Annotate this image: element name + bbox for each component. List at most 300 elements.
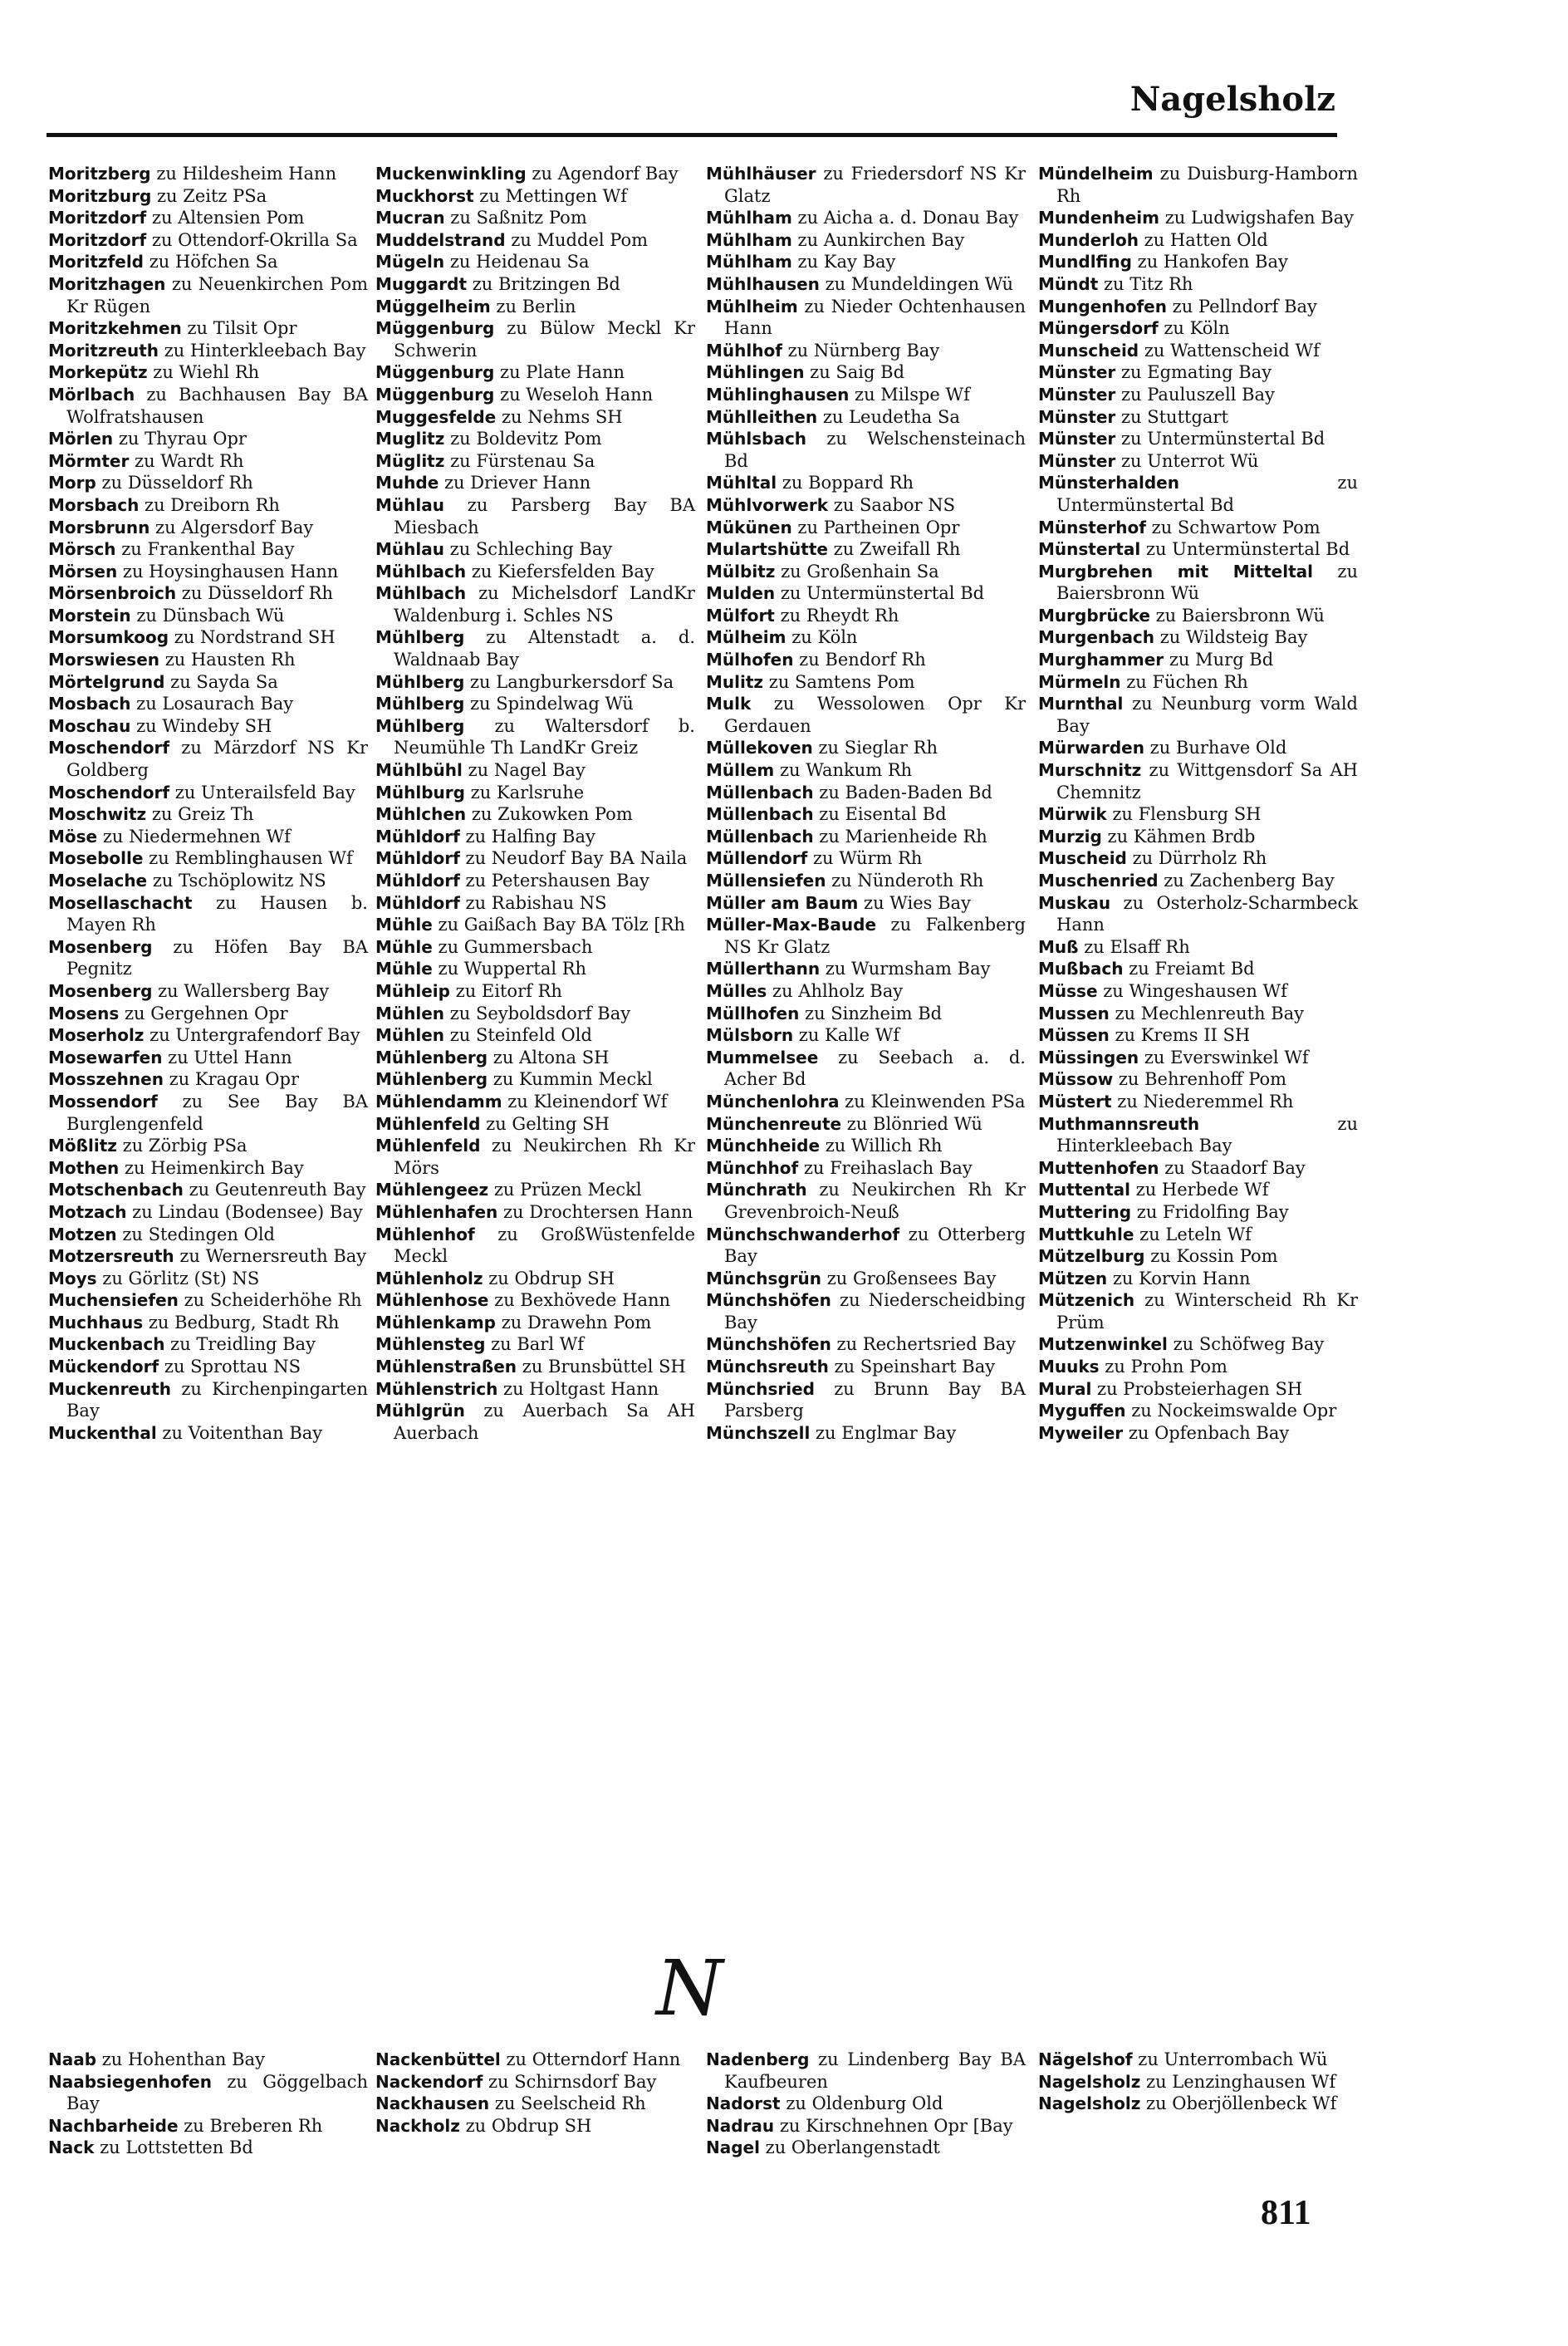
entry-location: zu Wessolowen Opr Kr Gerdauen [724,694,1026,736]
entry-headword: Morsbrunn [48,517,150,537]
index-entry [375,1356,695,1378]
entry-location: zu Neukirchen Rh Kr Grevenbroich-Neuß [724,1180,1026,1222]
entry-location: zu Petershausen Bay [465,871,649,891]
entry-headword: Münster [1038,429,1116,449]
index-entry [48,1201,368,1224]
entry-location: zu Lenzinghausen Wf [1146,2071,1336,2092]
entry-location: zu Bedburg, Stadt Rh [148,1312,340,1333]
entry-headword: Muglitz [375,429,445,449]
entry-location: zu Herbede Wf [1135,1180,1269,1200]
entry-headword: Mühlen [375,1003,445,1023]
index-entry [375,626,695,670]
entry-location: zu Duisburg-Hamborn Rh [1056,164,1358,206]
entry-location: zu Neunburg vorm Wald Bay [1056,694,1358,736]
entry-headword: Moschendorf [48,738,170,758]
index-entry [375,361,695,384]
entry-headword: Moritzdorf [48,229,147,250]
index-entry [1038,1201,1358,1224]
entry-location: zu Hinterkleebach Bay [1056,1113,1358,1156]
entry-location: zu Krems II SH [1115,1025,1251,1046]
index-entry [48,1135,368,1157]
entry-location: zu Schwartow Pom [1151,517,1321,537]
index-entry [706,2049,1026,2093]
entry-location: zu Burhave Old [1149,738,1287,758]
entry-headword: Mulitz [706,671,764,692]
entry-headword: Mühlham [706,208,792,228]
entry-headword: Moritzreuth [48,340,159,361]
index-entry [375,1400,695,1444]
entry-location: zu Korvin Hann [1112,1268,1251,1288]
entry-location: zu Zeitz PSa [156,185,267,206]
entry-headword: Mühlbach [375,583,467,604]
entry-location: zu Hildesheim Hann [156,164,337,184]
entry-location: zu Sayda Sa [170,671,278,692]
page-number: 811 [1261,2194,1311,2232]
entry-headword: Nadenberg [706,2049,810,2069]
entry-headword: Muckenwinkling [375,164,527,184]
index-entry [706,826,1026,848]
entry-location: zu Milspe Wf [855,384,970,405]
index-entry [48,340,368,362]
index-entry [1038,1245,1358,1268]
entry-headword: Moritzdorf [48,208,147,228]
entry-location: zu Eisental Bd [819,804,947,825]
entry-headword: Münster [1038,384,1116,405]
entry-location: zu Tschöplowitz NS [152,871,326,891]
entry-location: zu Untergrafendorf Bay [149,1025,360,1046]
index-entry [48,251,368,273]
entry-headword: Mühlensteg [375,1334,486,1355]
index-entry [706,782,1026,804]
index-entry [1038,671,1358,694]
entry-headword: Mühlham [706,229,792,250]
entry-headword: Mörtelgrund [48,671,165,692]
entry-location: zu Scheiderhöhe Rh [184,1290,362,1311]
index-entry [1038,296,1358,318]
entry-headword: Muthmannsreuth [1038,1113,1200,1134]
entry-location: zu Kalle Wf [798,1025,900,1046]
entry-location: zu Agendorf Bay [532,164,679,184]
entry-headword: Morstein [48,605,131,626]
entry-location: zu Lindau (Bodensee) Bay [132,1201,363,1222]
index-entry [375,759,695,782]
entry-location: zu Britzingen Bd [472,273,620,294]
index-entry [706,517,1026,539]
column-2 [375,163,695,1444]
index-entry [1038,1378,1358,1401]
index-entry [1038,693,1358,737]
entry-headword: Muttering [1038,1201,1132,1222]
entry-location: zu Boldevitz Pom [450,429,602,449]
entry-location: zu Baiersbronn Wü [1155,605,1325,626]
entry-headword: Mühldorf [375,871,460,891]
entry-headword: Morsbach [48,494,140,515]
entry-headword: Muttkuhle [1038,1224,1134,1244]
index-entry [1038,317,1358,340]
entry-headword: Muuks [1038,1357,1100,1377]
entry-headword: Muggardt [375,273,468,294]
entry-headword: Mural [1038,1378,1092,1399]
index-entry [375,450,695,473]
index-entry [1038,1356,1358,1378]
entry-headword: Mößlitz [48,1136,117,1156]
entry-location: zu Altensien Pom [151,208,305,228]
entry-location: zu Freiamt Bd [1129,959,1255,979]
entry-headword: Münchschwanderhof [706,1224,900,1244]
entry-location: zu GroßWüstenfelde Meckl [394,1224,695,1267]
entry-headword: Mosszehnen [48,1069,164,1090]
entry-location: zu Märzdorf NS Kr Goldberg [66,738,368,781]
index-entry [706,649,1026,671]
entry-headword: Nackhausen [375,2093,490,2114]
entry-location: zu Auerbach Sa AH Auerbach [394,1401,695,1443]
index-entry [706,1113,1026,1136]
index-entry [375,1268,695,1290]
entry-headword: Münchenreute [706,1113,842,1134]
index-entry [1038,538,1358,561]
entry-headword: Mossendorf [48,1091,158,1112]
entry-headword: Mühlheim [706,296,798,317]
entry-location: zu Kragau Opr [169,1069,299,1090]
index-entry [375,207,695,229]
entry-location: zu Bachhausen Bay BA Wolfratshausen [66,384,368,427]
entry-location: zu Seebach a. d. Acher Bd [724,1047,1026,1090]
entry-location: zu Unterailsfeld Bay [174,782,355,802]
entry-headword: Münchsgrün [706,1268,822,1288]
entry-location: zu Breberen Rh [184,2115,323,2136]
entry-location: zu Friedersdorf NS Kr Glatz [724,164,1026,206]
entry-location: zu Pauluszell Bay [1120,384,1275,405]
column-3 [706,163,1026,1444]
entry-location: zu Wies Bay [864,892,971,913]
index-entry [48,273,368,317]
entry-location: zu Mettingen Wf [479,185,628,206]
index-entry [48,1289,368,1312]
entry-headword: Mummelsee [706,1047,819,1067]
index-entry [1038,759,1358,803]
entry-location: zu Otterberg Bay [724,1224,1026,1267]
index-entry [706,1047,1026,1091]
index-entry [706,605,1026,627]
entry-headword: Morp [48,473,96,493]
entry-location: zu Neuenkirchen Pom Kr Rügen [66,273,368,317]
entry-headword: Myguffen [1038,1401,1126,1421]
index-entry [48,671,368,694]
entry-location: zu Untermünstertal Bd [1120,429,1325,449]
entry-location: zu Muddel Pom [511,229,649,250]
index-entry [706,1378,1026,1422]
index-entry [1038,207,1358,229]
entry-location: zu Voitenthan Bay [162,1422,323,1443]
entry-headword: Nackenbüttel [375,2049,501,2069]
entry-location: zu Zörbig PSa [122,1136,247,1156]
entry-location: zu Seyboldsdorf Bay [449,1003,631,1023]
index-entry [375,870,695,892]
entry-headword: Mungenhofen [1038,296,1167,317]
index-entry [1038,737,1358,759]
entry-location: zu Algersdorf Bay [155,517,314,537]
index-entry [1038,406,1358,429]
entry-location: zu Großensees Bay [826,1268,997,1288]
entry-headword: Muckenreuth [48,1378,172,1399]
index-entry [375,1201,695,1224]
entry-headword: Münchszell [706,1422,811,1443]
entry-headword: Müsse [1038,980,1098,1001]
index-entry [48,980,368,1003]
entry-location: zu Flensburg SH [1112,804,1262,825]
index-entry [1038,1047,1358,1069]
entry-headword: Müggenburg [375,384,495,405]
entry-headword: Muttenhofen [1038,1157,1159,1178]
index-entry [706,207,1026,229]
index-entry [375,914,695,936]
entry-headword: Müllhofen [706,1003,800,1023]
index-entry [48,1268,368,1290]
entry-headword: Müssow [1038,1069,1114,1090]
entry-headword: Mühlenhose [375,1290,489,1311]
entry-location: zu Würm Rh [812,848,923,869]
entry-headword: Mörsch [48,539,116,560]
index-entry [706,870,1026,892]
entry-headword: Müllerthann [706,959,821,979]
entry-location: zu Untermünstertal Bd [1145,539,1350,560]
entry-location: zu Bexhövede Hann [494,1290,671,1311]
entry-headword: Nagel [706,2137,760,2158]
entry-location: zu Heimenkirch Bay [124,1157,304,1178]
index-entry [48,1422,368,1445]
entry-location: zu Görlitz (St) NS [102,1268,260,1288]
entry-location: zu Köln [1164,318,1230,339]
index-entry [375,782,695,804]
index-entry [1038,1333,1358,1356]
entry-location: zu Stuttgart [1120,406,1228,427]
entry-location: zu Nockeimswalde Opr [1131,1401,1337,1421]
entry-headword: Münchshöfen [706,1290,831,1311]
entry-location: zu Hausten Rh [164,650,296,670]
entry-location: zu Fridolfing Bay [1136,1201,1289,1222]
index-entry [1038,826,1358,848]
entry-location: zu Düsseldorf Rh [101,473,253,493]
index-entry [48,1068,368,1091]
entry-location: zu Wardt Rh [135,450,244,471]
entry-location: zu Falkenberg NS Kr Glatz [724,915,1026,957]
entry-headword: Mutzenwinkel [1038,1334,1168,1355]
entry-location: zu Saßnitz Pom [450,208,587,228]
index-entry [48,605,368,627]
entry-headword: Muckhorst [375,185,474,206]
entry-location: zu Brunn Bay BA Parsberg [724,1378,1026,1421]
entry-location: zu Zukowken Pom [471,804,633,825]
n-column-2 [375,2049,695,2137]
entry-headword: Mühle [375,915,433,935]
index-entry [1038,1268,1358,1290]
entry-location: zu Höfen Bay BA Pegnitz [66,936,368,979]
entry-headword: Mörlbach [48,384,135,405]
entry-headword: Muddelstrand [375,229,506,250]
index-entry [375,582,695,626]
entry-headword: Mühlham [706,252,792,272]
entry-headword: Mucran [375,208,445,228]
entry-headword: Mürmeln [1038,671,1121,692]
index-entry [375,494,695,538]
index-entry [706,1224,1026,1268]
entry-headword: Mürwarden [1038,738,1144,758]
entry-location: zu Leteln Wf [1139,1224,1252,1244]
index-entry [48,1003,368,1025]
entry-location: zu Treidling Bay [170,1334,316,1355]
entry-headword: Muskau [1038,892,1111,913]
index-entry [375,936,695,959]
entry-location: zu Kummin Meckl [492,1069,653,1090]
index-entry [706,759,1026,782]
entry-location: zu Windeby SH [136,715,272,736]
n-column-3 [706,2049,1026,2159]
entry-location: zu Wurmsham Bay [825,959,991,979]
entry-headword: Mußbach [1038,959,1124,979]
entry-headword: Mulden [706,583,776,604]
entry-headword: Morsumkoog [48,627,169,648]
entry-location: zu Rechertsried Bay [836,1334,1017,1355]
entry-headword: Murschnitz [1038,760,1142,781]
entry-headword: Murghammer [1038,650,1164,670]
index-entry [375,2071,695,2093]
index-entry [1038,870,1358,892]
entry-location: zu Nagel Bay [468,760,586,781]
entry-location: zu Remblinghausen Wf [149,848,353,869]
index-entry [375,1135,695,1179]
index-entry [706,1091,1026,1113]
entry-location: zu Nordstrand SH [174,627,336,648]
entry-headword: Munscheid [1038,340,1139,361]
entry-headword: Morswiesen [48,650,160,670]
entry-location: zu Bendorf Rh [799,650,926,670]
index-entry [48,2137,368,2159]
index-entry [1038,1422,1358,1445]
entry-headword: Mulartshütte [706,539,828,560]
entry-location: zu Oldenburg Old [786,2093,943,2114]
entry-headword: Münchhof [706,1157,799,1178]
index-entry [375,561,695,583]
index-entry [375,1003,695,1025]
entry-location: zu Kirchenpingarten Bay [66,1378,368,1421]
entry-headword: Myweiler [1038,1422,1124,1443]
entry-headword: Muggesfelde [375,406,497,427]
entry-location: zu Barl Wf [491,1334,585,1355]
entry-location: zu Murg Bd [1169,650,1274,670]
entry-location: zu Partheinen Opr [797,517,960,537]
entry-headword: Mückendorf [48,1357,159,1377]
entry-headword: Muscheid [1038,848,1127,869]
index-entry [706,1333,1026,1356]
entry-location: zu Thyrau Opr [118,429,247,449]
entry-location: zu Tilsit Opr [187,318,297,339]
entry-headword: Münchheide [706,1136,821,1156]
entry-location: zu Neukirchen Rh Kr Mörs [394,1136,695,1178]
entry-headword: Münchshöfen [706,1334,831,1355]
index-entry [375,2049,695,2071]
index-entry [1038,1400,1358,1422]
entry-location: zu Obdrup SH [488,1268,615,1288]
index-entry [48,1157,368,1180]
index-entry [706,1268,1026,1290]
entry-location: zu Hoysinghausen Hann [122,561,339,582]
index-entry [706,406,1026,429]
index-entry [375,1113,695,1136]
entry-headword: Mühlhäuser [706,164,816,184]
entry-location: zu Niederscheidbing Bay [724,1290,1026,1333]
index-entry [375,251,695,273]
entry-headword: Mühldorf [375,892,460,913]
index-entry [375,1312,695,1334]
entry-location: zu Wallersberg Bay [158,980,330,1001]
index-entry [1038,2049,1358,2071]
entry-headword: Mühlau [375,539,444,560]
entry-location: zu Gummersbach [438,936,593,957]
entry-headword: Motschenbach [48,1180,184,1200]
entry-location: zu Welschensteinach Bd [724,429,1026,471]
entry-location: zu Osterholz-Scharmbeck Hann [1056,892,1358,935]
entry-location: zu Lottstetten Bd [100,2137,253,2158]
entry-location: zu Plate Hann [500,362,625,383]
index-entry [48,582,368,605]
index-entry [48,317,368,340]
entry-headword: Mundenheim [1038,208,1159,228]
entry-location: zu Oberjöllenbeck Wf [1146,2093,1337,2114]
entry-location: zu Otterndorf Hann [506,2049,681,2069]
entry-location: zu Spindelwag Wü [469,694,634,714]
index-entry [706,1179,1026,1223]
entry-location: zu Lindenberg Bay BA Kaufbeuren [724,2049,1026,2092]
entry-headword: Nackholz [375,2115,460,2136]
entry-headword: Murgbrehen mit Mitteltal [1038,561,1313,582]
index-entry [706,582,1026,605]
running-head: Nagelsholz [1129,80,1335,119]
entry-headword: Müllenbach [706,826,814,847]
index-entry [706,1422,1026,1445]
index-entry [48,185,368,208]
entry-headword: Mulk [706,694,752,714]
entry-location: zu Greiz Th [151,804,254,825]
index-entry [1038,2071,1358,2093]
entry-location: zu Schirnsdorf Bay [488,2071,657,2092]
index-entry [706,1024,1026,1047]
entry-headword: Mühle [375,959,433,979]
entry-headword: Mützelburg [1038,1246,1145,1267]
index-entry [48,1024,368,1047]
entry-headword: Mosenberg [48,980,153,1001]
index-entry [48,626,368,649]
entry-location: zu Prüzen Meckl [493,1180,642,1200]
entry-headword: Münster [1038,362,1116,383]
index-entry [706,958,1026,980]
entry-headword: Muckenthal [48,1422,157,1443]
index-entry [1038,1289,1358,1333]
entry-location: zu Hankofen Bay [1137,252,1288,272]
index-entry [706,980,1026,1003]
entry-location: zu Großenhain Sa [781,561,939,582]
index-entry [1038,163,1358,207]
entry-headword: Mühlenhof [375,1224,475,1244]
entry-location: zu See Bay BA Burglengenfeld [66,1091,368,1134]
entry-location: zu Oberlangenstadt [765,2137,940,2158]
entry-location: zu Dürrholz Rh [1132,848,1267,869]
entry-headword: Nack [48,2137,95,2158]
entry-headword: Münsterhof [1038,517,1146,537]
index-entry [1038,803,1358,826]
index-entry [375,671,695,694]
entry-headword: Müllenbach [706,804,814,825]
index-entry [375,1179,695,1201]
